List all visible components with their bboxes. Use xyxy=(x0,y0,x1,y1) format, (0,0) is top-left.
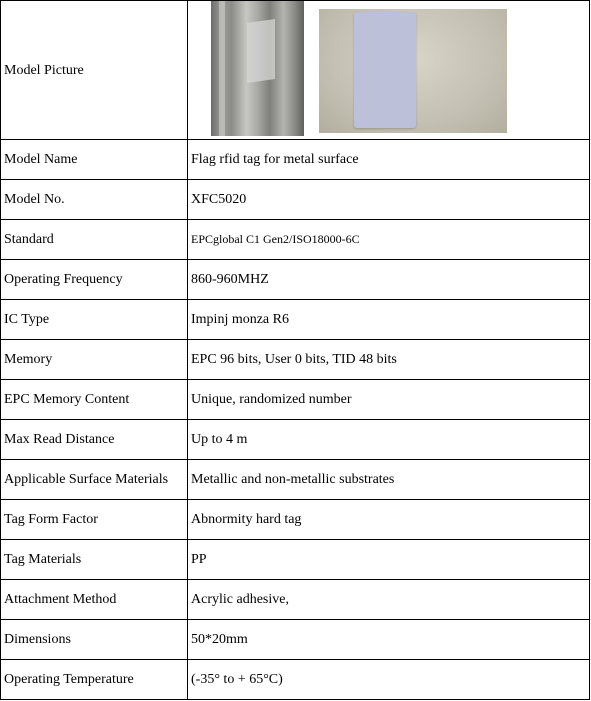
tag-front-photo xyxy=(319,9,507,133)
row-value: Acrylic adhesive, xyxy=(188,580,590,620)
row-value: (-35° to + 65°C) xyxy=(188,660,590,700)
row-label: Tag Materials xyxy=(1,540,188,580)
tag-on-metal-photo xyxy=(211,1,304,136)
row-value: 860-960MHZ xyxy=(188,260,590,300)
row-label: Dimensions xyxy=(1,620,188,660)
row-label: Applicable Surface Materials xyxy=(1,460,188,500)
row-value xyxy=(188,220,590,260)
table-row xyxy=(1,540,590,580)
row-label: Model Picture xyxy=(1,1,188,140)
row-label: Max Read Distance xyxy=(1,420,188,460)
row-value: EPC 96 bits, User 0 bits, TID 48 bits xyxy=(188,340,590,380)
standard-value: EPCglobal C1 Gen2/ISO18000-6C xyxy=(191,232,360,246)
row-value: XFC5020 xyxy=(188,180,590,220)
table-row xyxy=(1,620,590,660)
row-label: Tag Form Factor xyxy=(1,500,188,540)
row-label: IC Type xyxy=(1,300,188,340)
model-picture-cell xyxy=(188,1,590,140)
row-label: Attachment Method xyxy=(1,580,188,620)
row-value: Impinj monza R6 xyxy=(188,300,590,340)
row-label: Model No. xyxy=(1,180,188,220)
row-label: Operating Frequency xyxy=(1,260,188,300)
row-value: PP xyxy=(188,540,590,580)
table-row xyxy=(1,180,590,220)
row-value: Flag rfid tag for metal surface xyxy=(188,140,590,180)
row-value: Up to 4 m xyxy=(188,420,590,460)
table-row xyxy=(1,220,590,260)
row-label: Standard xyxy=(1,220,188,260)
table-row xyxy=(1,420,590,460)
table-row xyxy=(1,460,590,500)
row-value: 50*20mm xyxy=(188,620,590,660)
row-label: Model Name xyxy=(1,140,188,180)
row-value: Metallic and non-metallic substrates xyxy=(188,460,590,500)
row-label: Operating Temperature xyxy=(1,660,188,700)
row-label: Memory xyxy=(1,340,188,380)
table-row xyxy=(1,500,590,540)
row-label: EPC Memory Content xyxy=(1,380,188,420)
table-row xyxy=(1,340,590,380)
row-value: Unique, randomized number xyxy=(188,380,590,420)
table-row xyxy=(1,660,590,700)
row-value: Abnormity hard tag xyxy=(188,500,590,540)
table-row-model-picture xyxy=(1,1,590,140)
model-pictures xyxy=(191,1,586,139)
table-row xyxy=(1,380,590,420)
table-row xyxy=(1,300,590,340)
table-row xyxy=(1,140,590,180)
table-row xyxy=(1,580,590,620)
table-row xyxy=(1,260,590,300)
